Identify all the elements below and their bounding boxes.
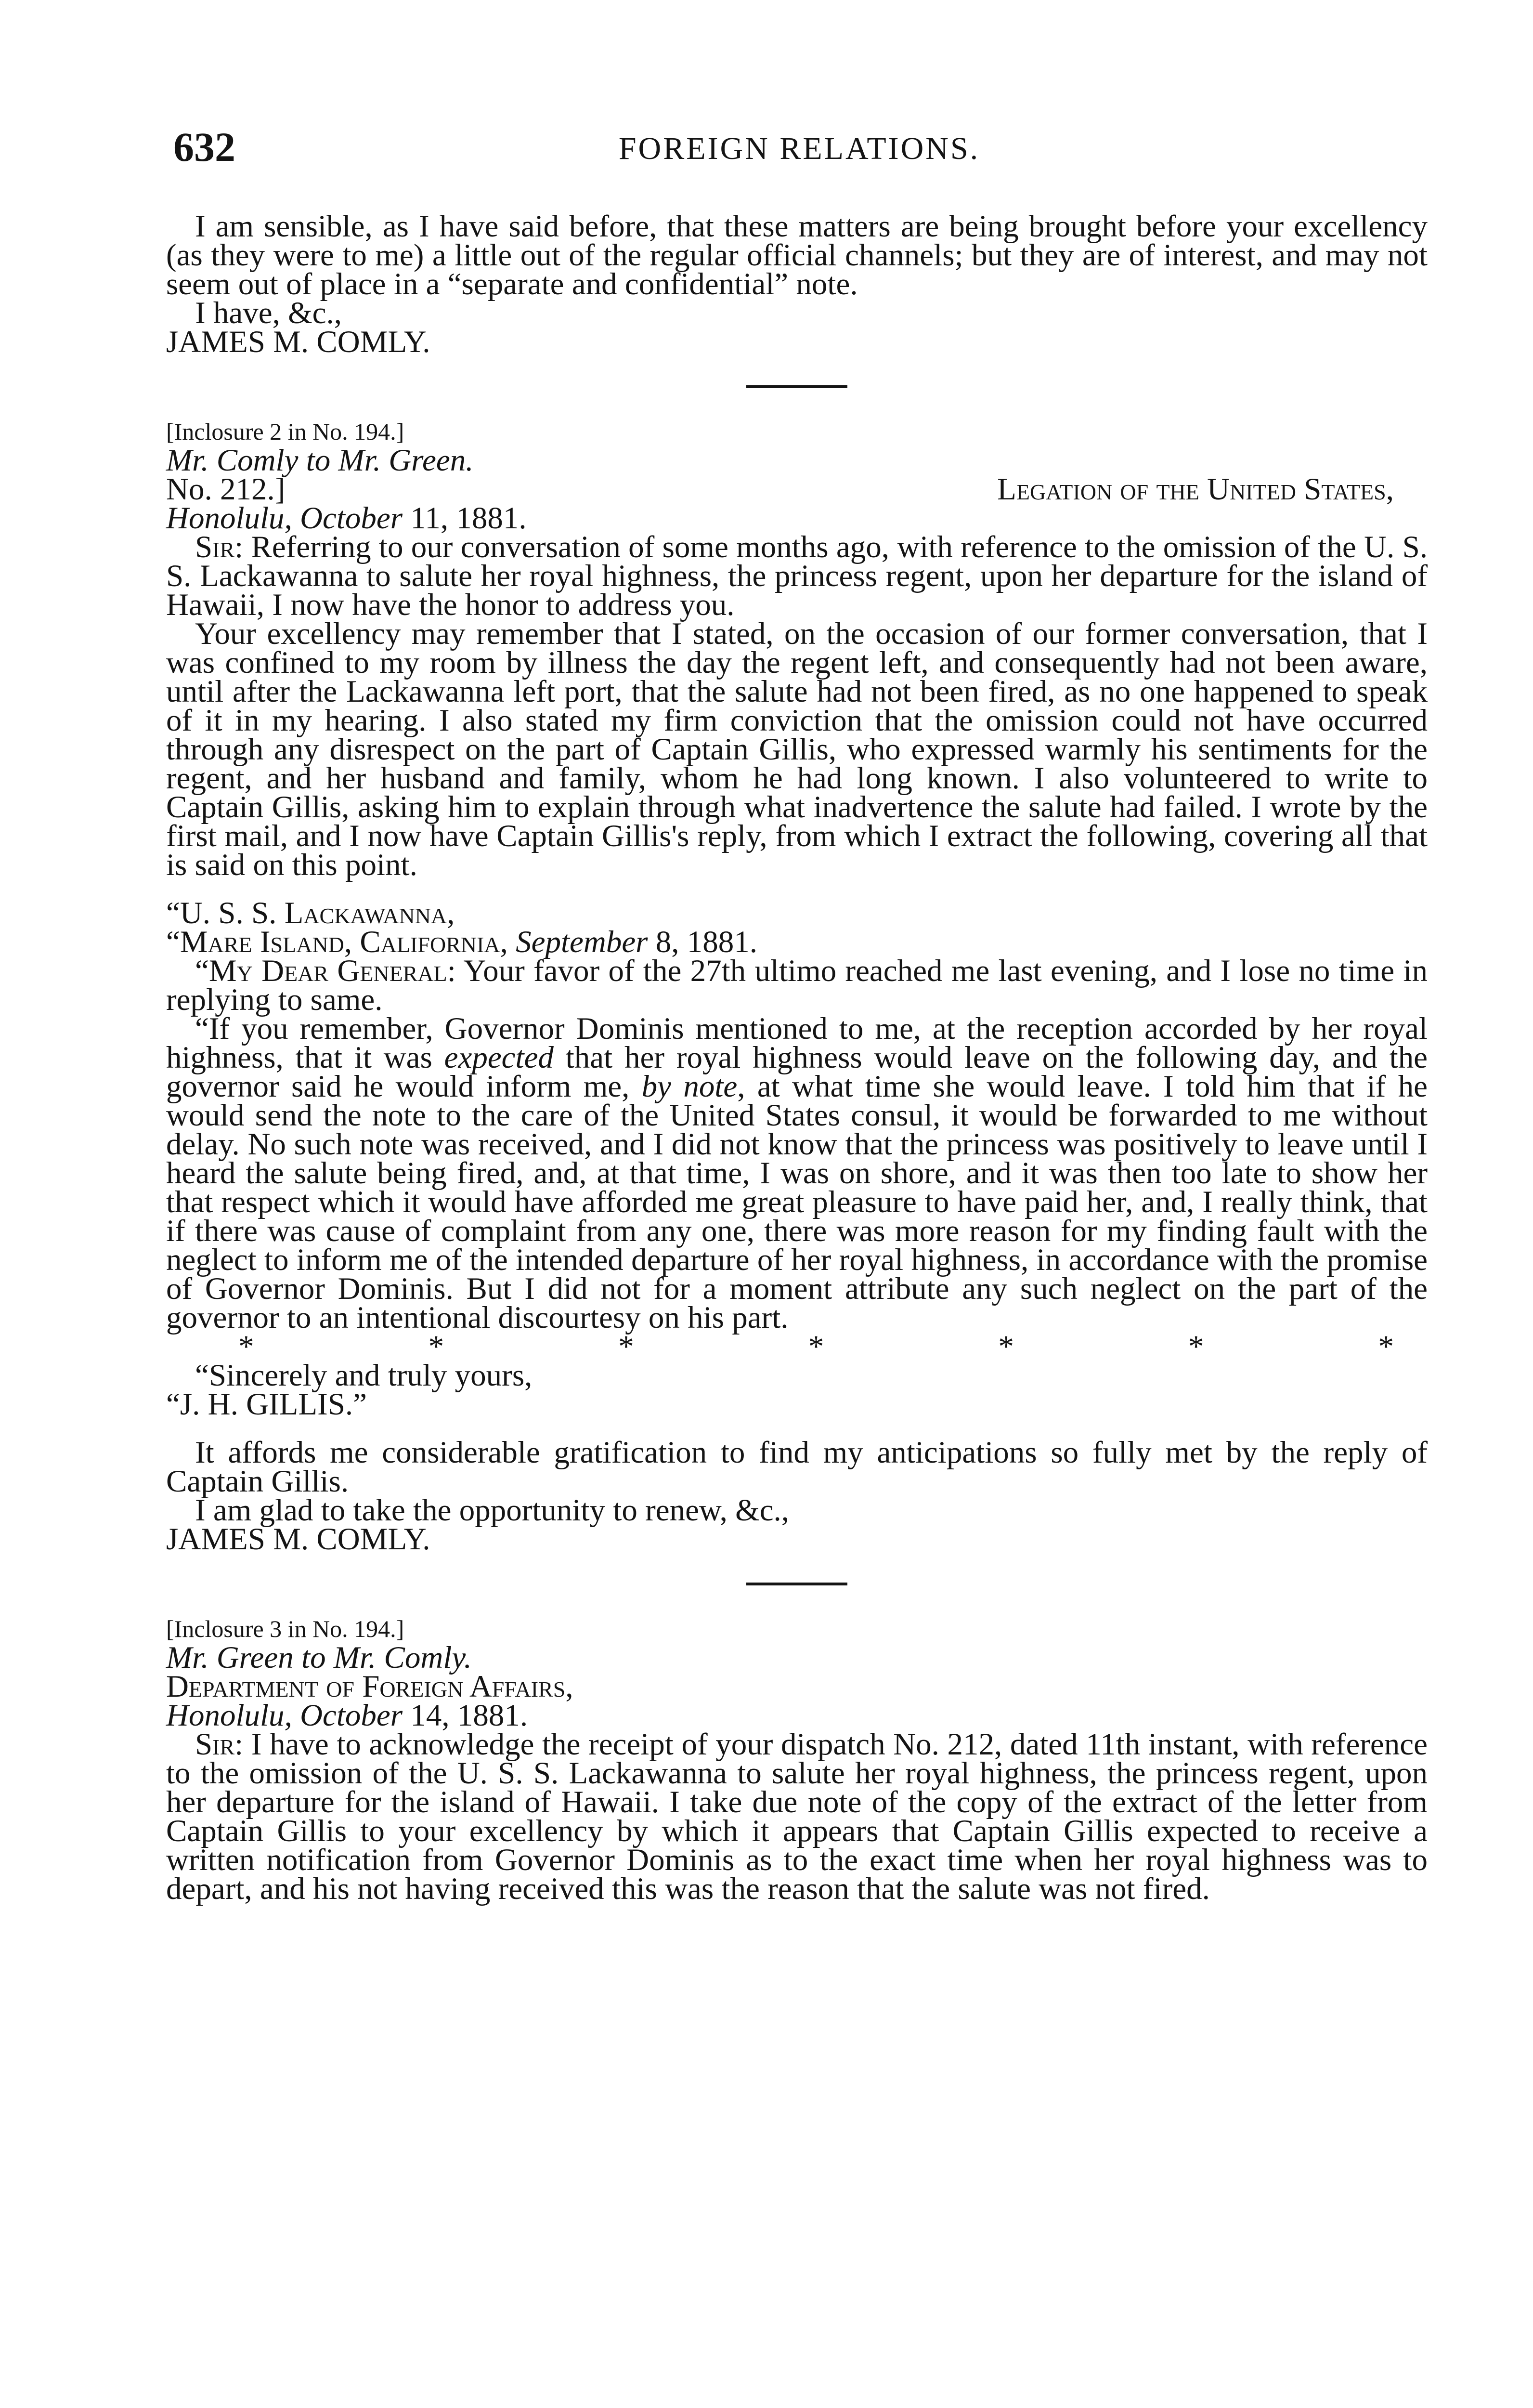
closing-sincerely: “Sincerely and truly yours, (195, 1358, 533, 1393)
letter-date: Honolulu, October 14, 1881. (166, 1698, 528, 1733)
paragraph-gillis-reply: “If you remember, Governor Dominis mentioned to me, at the reception accorded by her royal highness, that it was expected that her royal highness would leave on the following day, and the governor said he would inform me, by note, at what time she would leave. I told him that if he would send the note to the care of the United States consul, it would be forwarded to me without delay. No such note was received, and I did not know that the princess was positively to leave until I heard the salute being fired, and, at that time, I was on shore, and it was then too late to show her that respect which it would have afforded me great pleasure to have paid her, and, I really think, that if there was cause of complaint from any one, there was more reason for my finding fault with the neglect to inform me of the intended departure of her royal highness, in accordance with the promise of Governor Dominis. But I did not for a moment attribute any such neglect on the part of the governor to an intentional discourtesy on his part. (166, 1011, 1428, 1335)
signature-comly: JAMES M. COMLY. (166, 325, 430, 359)
paragraph-renew: I am glad to take the opportunity to renew, &c., (195, 1493, 790, 1528)
paragraph-salutation: “My Dear General: Your favor of the 27th ultimo reached me last evening, and I lose no time in replying to same. (166, 954, 1428, 1017)
legation-name: Legation of the United States, (997, 472, 1394, 507)
ship-name: “U. S. S. Lackawanna, (166, 896, 455, 930)
paragraph-gratification: It affords me considerable gratification to find my anticipations so fully met by the reply of Captain Gillis. (166, 1435, 1428, 1499)
running-title: FOREIGN RELATIONS. (618, 131, 980, 166)
inclosure-label: [Inclosure 2 in No. 194.] (166, 418, 404, 445)
page-header (173, 123, 1425, 181)
dateline-legation (166, 472, 1428, 507)
dispatch-number: No. 212.] (166, 472, 286, 507)
closing-line: I have, &c., (195, 296, 342, 330)
paragraph-salute-omission: Sir: Referring to our conversation of some months ago, with reference to the omission of the U. S. S. Lackawanna to salute her royal highness, the princess regent, upon her departure for the island of Hawaii, I now have the honor to address you. (166, 530, 1428, 622)
inclosure-label: [Inclosure 3 in No. 194.] (166, 1615, 404, 1642)
section-divider (746, 1583, 847, 1585)
paragraph-acknowledge: Sir: I have to acknowledge the receipt of your dispatch No. 212, dated 11th instant, with reference to the omission of the U. S. S. Lackawanna to salute her royal highness, the princess regent, upon her departure for the island of Hawaii. I take due note of the copy of the extract of the letter from Captain Gillis to your excellency by which it appears that Captain Gillis expected to receive a written notification from Governor Dominis as to the exact time when her royal highness was to depart, and his not having received this was the reason that the salute was not fired. (166, 1727, 1428, 1906)
letter-date: Honolulu, October 11, 1881. (166, 501, 527, 536)
omission-stars: * * * * * * * (238, 1329, 1394, 1364)
ship-dateline: “Mare Island, California, September 8, 1881. (166, 925, 757, 959)
paragraph-explanation: Your excellency may remember that I stated, on the occasion of our former conversation, that I was confined to my room by illness the day the regent left, and consequently had not been aware, until after the Lackawanna left port, that the salute had not been fired, as no one happened to speak of it in my hearing. I also stated my firm conviction that the omission could not have occurred through any disrespect on the part of Captain Gillis, who expressed warmly his sentiments for the regent, and her husband and family, whom he had long known. I also volunteered to write to Captain Gillis, asking him to explain through what inadvertence the salute had failed. I wrote by the first mail, and I now have Captain Gillis's reply, from which I extract the following, covering all that is said on this point. (166, 616, 1428, 882)
letter-heading: Mr. Green to Mr. Comly. (166, 1640, 472, 1675)
section-divider (746, 385, 847, 388)
page-number: 632 (173, 124, 235, 170)
department-name: Department of Foreign Affairs, (166, 1669, 573, 1704)
page-content (166, 209, 1428, 1906)
paragraph-confidential-note: I am sensible, as I have said before, that these matters are being brought before your excellency (as they were to me) a little out of the regular official channels; but they are of interest, and may not seem out of place in a “separate and confidential” note. (166, 209, 1428, 301)
signature-comly-2: JAMES M. COMLY. (166, 1522, 430, 1557)
signature-gillis: “J. H. GILLIS.” (166, 1387, 367, 1422)
letter-heading: Mr. Comly to Mr. Green. (166, 443, 474, 478)
